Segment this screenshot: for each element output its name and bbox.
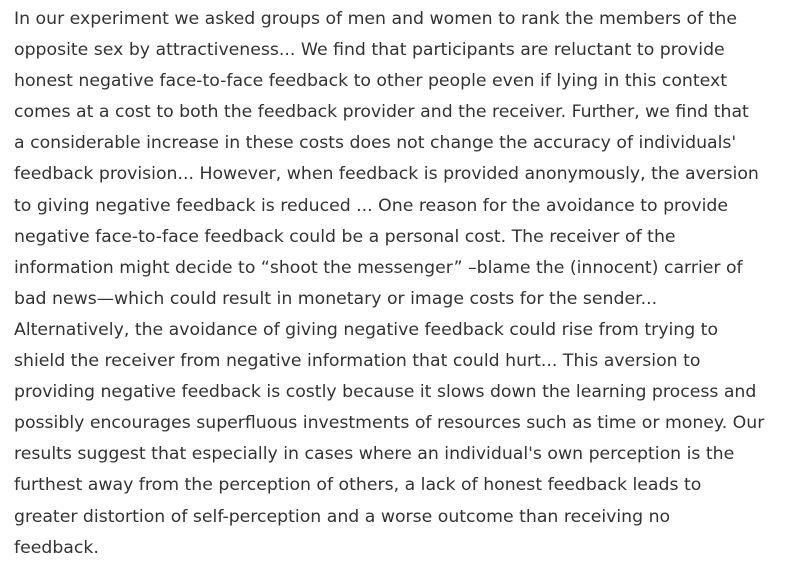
text-line: greater distortion of self-perception and a worse outcome than receiving no bbox=[14, 506, 671, 527]
text-line: providing negative feedback is costly because it slows down the learning process and bbox=[14, 382, 757, 403]
quoted-paragraph bbox=[14, 4, 799, 564]
text-line: honest negative face-to-face feedback to other people even if lying in this context bbox=[14, 71, 727, 92]
text-line: Alternatively, the avoidance of giving negative feedback could rise from trying to bbox=[14, 319, 719, 340]
text-line: feedback. bbox=[14, 537, 99, 558]
text-line: bad news—which could result in monetary or image costs for the sender... bbox=[14, 288, 658, 309]
text-line: furthest away from the perception of others, a lack of honest feedback leads to bbox=[14, 475, 702, 496]
text-line: feedback provision... However, when feedback is provided anonymously, the aversion bbox=[14, 164, 759, 185]
text-line: results suggest that especially in cases where an individual's own perception is the bbox=[14, 444, 735, 465]
text-line: negative face-to-face feedback could be a personal cost. The receiver of the bbox=[14, 226, 676, 247]
text-line: shield the receiver from negative information that could hurt... This aversion to bbox=[14, 351, 701, 372]
text-line: opposite sex by attractiveness... We find that participants are reluctant to provide bbox=[14, 40, 725, 61]
text-line: comes at a cost to both the feedback provider and the receiver. Further, we find that bbox=[14, 102, 749, 123]
text-line: In our experiment we asked groups of men and women to rank the members of the bbox=[14, 9, 737, 29]
text-line: information might decide to “shoot the messenger” –blame the (innocent) carrier of bbox=[14, 257, 743, 278]
text-line: to giving negative feedback is reduced ... One reason for the avoidance to provide bbox=[14, 195, 728, 216]
text-line: possibly encourages superfluous investments of resources such as time or money. Our bbox=[14, 413, 765, 434]
text-line: a considerable increase in these costs does not change the accuracy of individuals' bbox=[14, 133, 737, 154]
